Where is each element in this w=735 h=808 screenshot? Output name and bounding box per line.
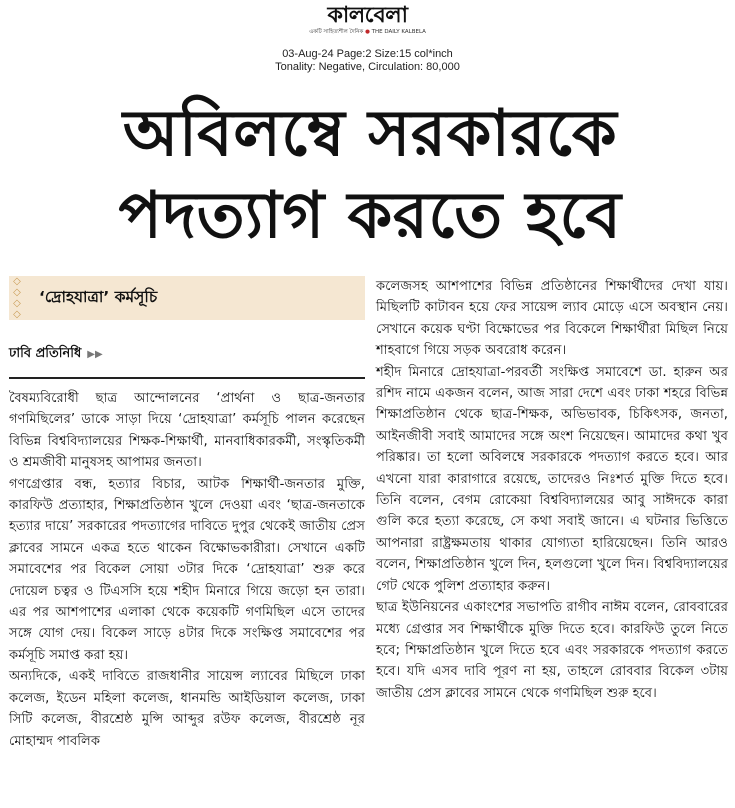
article-body-right bbox=[376, 276, 728, 704]
masthead-tagline bbox=[0, 28, 735, 36]
kicker-label: ‘দ্রোহযাত্রা’ কর্মসূচি bbox=[39, 288, 158, 306]
paragraph: কলেজসহ আশপাশের বিভিন্ন প্রতিষ্ঠানের শিক্ষার্থীদের দেখা যায়। মিছিলটি কাটাবন হয়ে ফের সায়েন্স ল্যাব মোড়ে এসে অবস্থান নেয়। সেখানে কয়েক ঘণ্টা বিক্ষোভের পর বিকেলে শিক্ষার্থীরা মিছিল নিয়ে শাহবাগে গিয়ে সড়ক অবরোধ করেন। bbox=[376, 279, 728, 359]
masthead bbox=[0, 2, 735, 36]
kicker-pattern-icon: ◇ ◇ ◇ ◇ bbox=[13, 275, 21, 320]
paragraph: শহীদ মিনারে দ্রোহযাত্রা-পরবর্তী সংক্ষিপ্ত সমাবেশে ডা. হারুন অর রশিদ নামে একজন বলেন, আজ সারা দেশে এবং ঢাকা শহরে বিভিন্ন শিক্ষাপ্রতিষ্ঠান থেকে ছাত্র-শিক্ষক, অভিভাবক, চিকিৎসক, জনতা, আইনজীবী সবাই আমাদের সঙ্গে অংশ নিয়েছেন। আমাদের কথা খুব পরিষ্কার। তা হলো অবিলম্বে সরকারকে পদত্যাগ করতে হবে। আর এখনো যারা কারাগারে রয়েছে, তাদেরও নিঃশর্ত মুক্তি দিতে হবে। তিনি বলেন, বেগম রোকেয়া বিশ্ববিদ্যালয়ের আবু সাঈদকে কারা গুলি করে হত্যা করেছে, সে কথা সবাই জানে। এ ঘটনার ভিত্তিতে আপনারা রাষ্ট্রক্ষমতায় থাকার যোগ্যতা হারিয়েছেন। তিনি আরও বলেন, শিক্ষাপ্রতিষ্ঠান খুলে দিন, হলগুলো খুলে দিন। বিশ্ববিদ্যালয়ের গেট থেকে পুলিশ প্রত্যাহার করুন। bbox=[376, 364, 728, 594]
byline-text: ঢাবি প্রতিনিধি bbox=[9, 346, 82, 361]
paragraph: গণগ্রেপ্তার বন্ধ, হত্যার বিচার, আটক শিক্ষার্থী-জনতার মুক্তি, কারফিউ প্রত্যাহার, শিক্ষাপ্রতিষ্ঠান খুলে দেওয়া এবং ‘ছাত্র-জনতাকে হত্যার দায়ে’ সরকারের পদত্যাগের দাবিতে দুপুর থেকেই জাতীয় প্রেস ক্লাবের সামনে একত্র হতে থাকেন বিক্ষোভকারীরা। সেখানে একটি সমাবেশের পর বিকেল সোয়া ৩টার দিকে ‘দ্রোহযাত্রা’ শুরু করে দোয়েল চত্বর ও টিএসসি হয়ে শহীদ মিনারে গিয়ে জড়ো হন তারা। এর পর আশপাশের এলাকা থেকে কয়েকটি গণমিছিল এসে তাদের সঙ্গে যোগ দেয়। বিকেল সাড়ে ৪টার দিকে সংক্ষিপ্ত সমাবেশের পর কর্মসূচি সমাপ্ত করা হয়। bbox=[9, 476, 365, 663]
paragraph: অন্যদিকে, একই দাবিতে রাজধানীর সায়েন্স ল্যাবের মিছিলে ঢাকা কলেজ, ইডেন মহিলা কলেজ, ধানমন্ডি আইডিয়াল কলেজ, ঢাকা সিটি কলেজ, বীরশ্রেষ্ঠ মুন্সি আব্দুর রউফ কলেজ, বীরশ্রেষ্ঠ নূর মোহাম্মদ পাবলিক bbox=[9, 669, 365, 749]
paragraph: বৈষম্যবিরোধী ছাত্র আন্দোলনের ‘প্রার্থনা ও ছাত্র-জনতার গণমিছিলের’ ডাকে সাড়া দিয়ে ‘দ্রোহযাত্রা’ কর্মসূচি পালন করেছেন বিভিন্ন বিশ্ববিদ্যালয়ের শিক্ষক-শিক্ষার্থী, মানবাধিকারকর্মী, সংস্কৃতিকর্মী ও শ্রমজীবী মানুষসহ আপামর জনতা। bbox=[9, 391, 365, 471]
byline bbox=[9, 344, 365, 365]
headline-line-2: পদত্যাগ করতে হবে bbox=[118, 179, 622, 253]
headline-line-1: অবিলম্বে সরকারকে bbox=[122, 97, 618, 171]
tagline-english: THE DAILY KALBELA bbox=[371, 29, 426, 35]
clipping-meta-line-1: 03-Aug-24 Page:2 Size:15 col*inch bbox=[282, 48, 453, 60]
clipping-meta bbox=[0, 48, 735, 74]
kicker-box bbox=[9, 276, 365, 320]
clipping-meta-line-2: Tonality: Negative, Circulation: 80,000 bbox=[275, 61, 460, 73]
article-body-left bbox=[9, 388, 365, 752]
byline-divider bbox=[9, 377, 365, 379]
tagline-separator-icon: ● bbox=[365, 29, 370, 35]
tagline-bangla: একটি সাহিত্যশীল দৈনিক bbox=[309, 29, 364, 35]
article-column-right bbox=[376, 276, 728, 704]
byline-arrow-icon: ▶▶ bbox=[87, 349, 103, 360]
newspaper-logo: কালবেলা bbox=[327, 2, 408, 28]
article-column-left bbox=[9, 276, 365, 752]
headline bbox=[20, 93, 720, 257]
paragraph: ছাত্র ইউনিয়নের একাংশের সভাপতি রাগীব নাঈম বলেন, রোববারের মধ্যে গ্রেপ্তার সব শিক্ষার্থীকে মুক্তি দিতে হবে। কারফিউ তুলে নিতে হবে; শিক্ষাপ্রতিষ্ঠান খুলে দিতে হবে এবং সরকারকে পদত্যাগ করতে হবে। যদি এসব দাবি পূরণ না হয়, তাহলে রোববার বিকেল ৩টায় জাতীয় প্রেস ক্লাবের সামনে থেকে গণমিছিল শুরু হবে। bbox=[376, 600, 728, 701]
